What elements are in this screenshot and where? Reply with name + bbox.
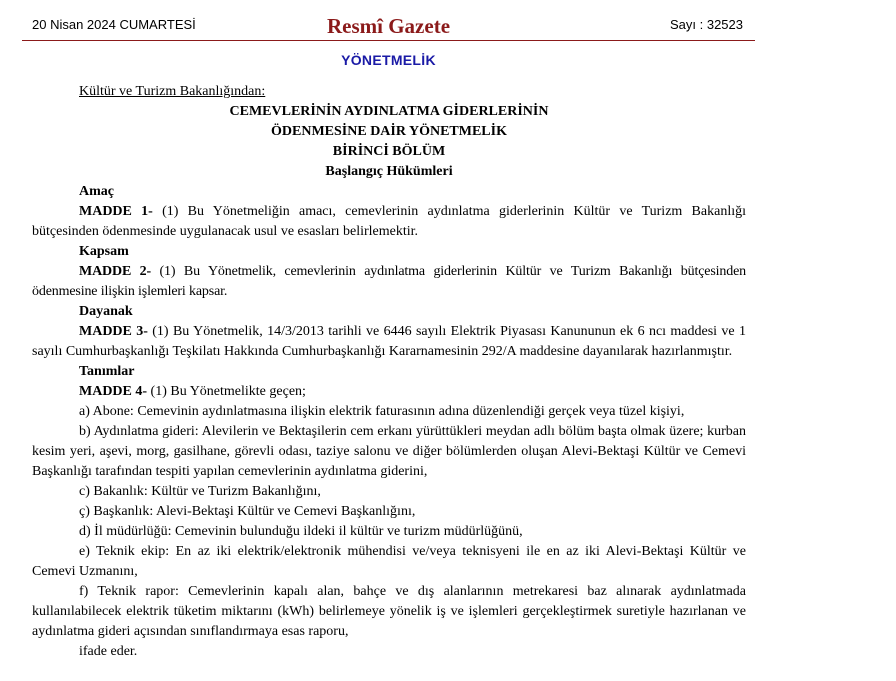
article-3-label: MADDE 3- [79, 324, 148, 339]
definition-f: f) Teknik rapor: Cemevlerinin kapalı alan, bahçe ve dış alanlarının metrekaresi baz alınarak aydınlatmada kullanılabilecek elektrik tüketim miktarını (kWh) belirlemeye yönelik iş ve işlemleri gerçekleştirmek suretiyle hazırlanan ve aydınlatma gideri açısından sınıflandırmaya esas raporu, [32, 584, 746, 639]
definition-b: b) Aydınlatma gideri: Alevilerin ve Bektaşilerin cem erkanı yürüttükleri meydan adlı bölüm başta olmak üzere; kurban kesim yeri, aşevi, morg, gasilhane, görevli odası, taziye salonu ve diğer bölümlerden oluşan Alevi-Bektaşi Kültür ve Cemevi Başkanlığı tarafından tespiti yapılan cemevlerinin aydınlatma giderini, [32, 424, 746, 479]
article-2-label: MADDE 2- [79, 264, 152, 279]
issue-number: Sayı : 32523 [670, 17, 743, 32]
article-1-label: MADDE 1- [79, 204, 153, 219]
issue-date: 20 Nisan 2024 CUMARTESİ [32, 17, 196, 32]
article-3-text: (1) Bu Yönetmelik, 14/3/2013 tarihli ve 6446 sayılı Elektrik Piyasası Kanununun ek 6 ncı maddesi ve 1 sayılı Cumhurbaşkanlığı Teşkilatı Hakkında Cumhurbaşkanlığı Kararnamesinin 292/A maddesine dayanılarak hazırlanmıştır. [32, 324, 746, 359]
article-3-heading: Dayanak [79, 304, 133, 319]
regulation-title-line-1: CEMEVLERİNİN AYDINLATMA GİDERLERİNİN [229, 104, 549, 119]
definition-e: e) Teknik ekip: En az iki elektrik/elektronik mühendisi ve/veya teknisyeni ile en az iki Alevi-Bektaşi Kültür ve Cemevi Uzmanını, [32, 544, 746, 579]
chapter-subtitle: Başlangıç Hükümleri [325, 164, 453, 179]
chapter-title: BİRİNCİ BÖLÜM [332, 144, 446, 159]
article-4-text: (1) Bu Yönetmelikte geçen; [147, 384, 306, 399]
article-2 [32, 262, 746, 302]
definition-a: a) Abone: Cemevinin aydınlatmasına ilişkin elektrik faturasının adına düzenlendiği gerçek veya tüzel kişiyi, [79, 404, 685, 419]
issuing-ministry: Kültür ve Turizm Bakanlığından: [79, 84, 266, 99]
article-1-text: (1) Bu Yönetmeliğin amacı, cemevlerinin aydınlatma giderlerinin Kültür ve Turizm Bakanlığı bütçesinden ödenmesinde uygulanacak usul ve esasları belirlemektir. [32, 204, 746, 239]
article-3 [32, 322, 746, 362]
article-4-label: MADDE 4- [79, 384, 148, 399]
regulation-title-line-2: ÖDENMESİNE DAİR YÖNETMELİK [271, 124, 507, 139]
article-4 [32, 382, 746, 402]
article-2-text: (1) Bu Yönetmelik, cemevlerinin aydınlatma giderlerinin Kültür ve Turizm Bakanlığı bütçesinden ödenmesine ilişkin işlemleri kapsar. [32, 264, 746, 299]
section-title: YÖNETMELİK [341, 52, 436, 68]
definition-d: d) İl müdürlüğü: Cemevinin bulunduğu ildeki il kültür ve turizm müdürlüğünü, [79, 524, 523, 539]
definition-c-cedilla: ç) Başkanlık: Alevi-Bektaşi Kültür ve Cemevi Başkanlığını, [79, 504, 416, 519]
gazette-header [22, 0, 755, 41]
closing-line: ifade eder. [79, 644, 138, 659]
article-4-heading: Tanımlar [79, 364, 135, 379]
article-2-heading: Kapsam [79, 244, 129, 259]
gazette-title: Resmî Gazete [326, 14, 451, 38]
regulation-document [32, 82, 746, 662]
article-1 [32, 202, 746, 242]
article-1-heading: Amaç [79, 184, 114, 199]
definition-c: c) Bakanlık: Kültür ve Turizm Bakanlığını, [79, 484, 321, 499]
